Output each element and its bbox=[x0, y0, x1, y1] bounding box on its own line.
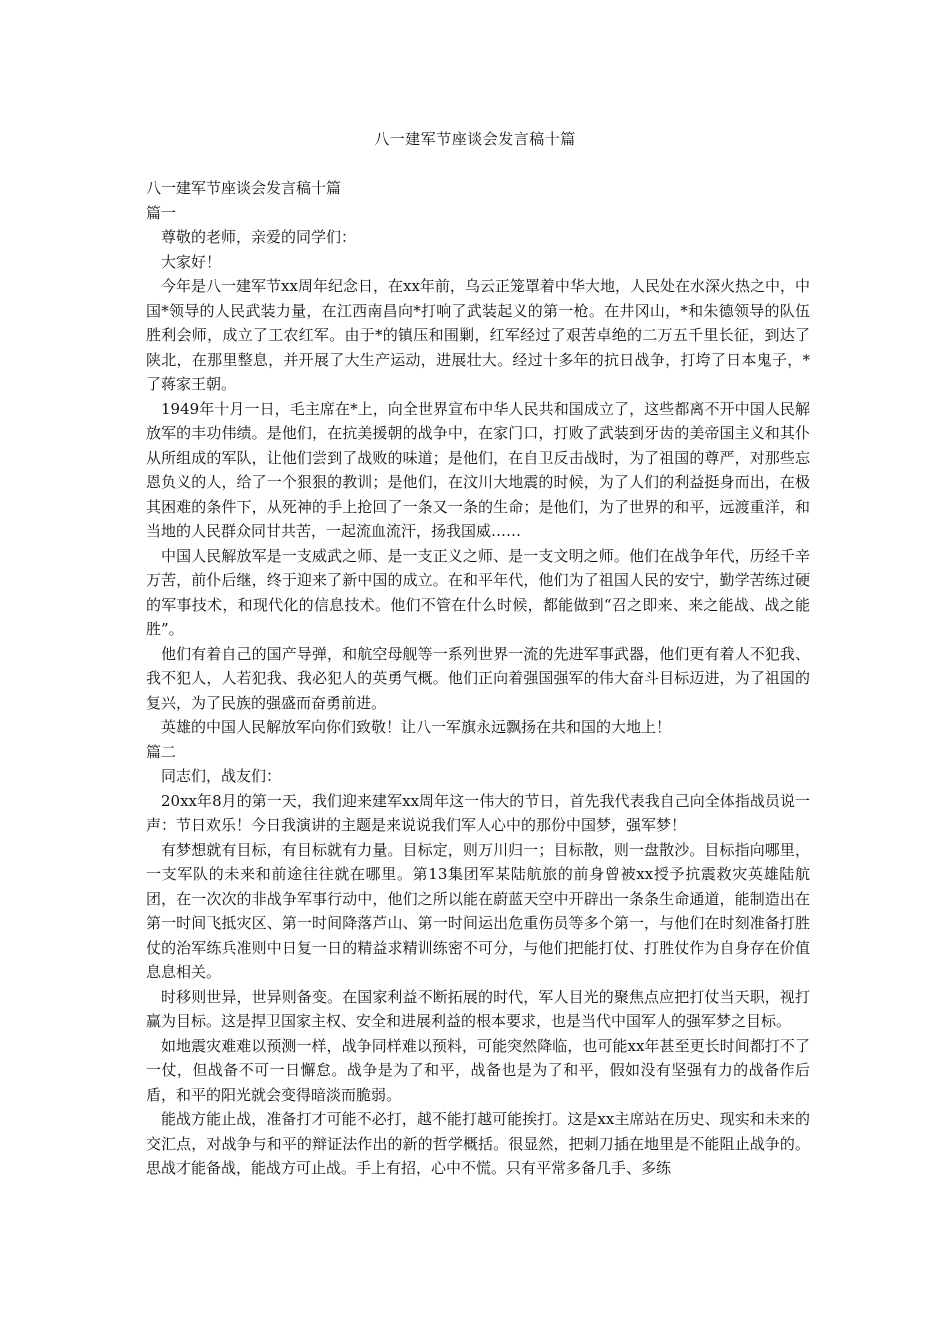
body-paragraph: 1949年十月一日，毛主席在*上，向全世界宣布中华人民共和国成立了，这些都离不开中国人民解放军的丰功伟绩。是他们，在抗美援朝的战争中，在家门口，打败了武装到牙齿的美帝国主义和其仆从所组成的军队，让他们尝到了战败的味道；是他们，在自卫反击战时，为了祖国的尊严，对那些忘恩负义的人，给了一个狠狠的教训；是他们，在汶川大地震的时候，为了人们的利益挺身而出，在极其困难的条件下，从死神的手上抢回了一条又一条的生命；是他们，为了世界的和平，远渡重洋，和当地的人民群众同甘共苦，一起流血流汗，扬我国威…… bbox=[146, 399, 810, 540]
body-paragraph: 时移则世异，世异则备变。在国家利益不断拓展的时代，军人目光的聚焦点应把打仗当天职，视打赢为目标。这是捍卫国家主权、安全和进展利益的根本要求，也是当代中国军人的强军梦之目标。 bbox=[146, 987, 810, 1030]
body-paragraph: 他们有着自己的国产导弹，和航空母舰等一系列世界一流的先进军事武器，他们更有着人不犯我、我不犯人，人若犯我、我必犯人的英勇气概。他们正向着强国强军的伟大奋斗目标迈进，为了祖国的复兴，为了民族的强盛而奋勇前进。 bbox=[146, 644, 810, 712]
document-subtitle: 八一建军节座谈会发言稿十篇 bbox=[146, 179, 342, 197]
body-paragraph: 今年是八一建军节xx周年纪念日，在xx年前，乌云正笼罩着中华大地，人民处在水深火热之中，中国*领导的人民武装力量，在江西南昌向*打响了武装起义的第一枪。在井冈山，*和朱德领导的队伍胜利会师，成立了工农红军。由于*的镇压和围剿，红军经过了艰苦卓绝的二万五千里长征，到达了陕北，在那里整息，并开展了大生产运动，进展壮大。经过十多年的抗日战争，打垮了日本鬼子，*了蒋家王朝。 bbox=[146, 277, 810, 393]
greeting: 大家好！ bbox=[161, 252, 222, 271]
body-paragraph: 有梦想就有目标，有目标就有力量。目标定，则万川归一；目标散，则一盘散沙。目标指向哪里，一支军队的未来和前途往往就在哪里。第13集团军某陆航旅的前身曾被xx授予抗震救灾英雄陆航团，在一次次的非战争军事行动中，他们之所以能在蔚蓝天空中开辟出一条条生命通道，能制造出在第一时间飞抵灾区、第一时间降落芦山、第一时间运出危重伤员等多个第一，与他们在时刻准备打胜仗的治军练兵准则中日复一日的精益求精训练密不可分，与他们把能打仗、打胜仗作为自身存在价值息息相关。 bbox=[146, 840, 810, 981]
document-body bbox=[146, 176, 810, 1181]
salutation: 同志们，战友们： bbox=[161, 767, 282, 785]
body-paragraph: 中国人民解放军是一支威武之师、是一支正义之师、是一支文明之师。他们在战争年代，历经千辛万苦，前仆后继，终于迎来了新中国的成立。在和平年代，他们为了祖国人民的安宁，勤学苦练过硬的军事技术，和现代化的信息技术。他们不管在什么时候，都能做到“召之即来、来之能战、战之能胜”。 bbox=[146, 546, 810, 638]
body-paragraph: 如地震灾难难以预测一样，战争同样难以预料，可能突然降临，也可能xx年甚至更长时间都打不了一仗，但战备不可一日懈怠。战争是为了和平，战备也是为了和平，假如没有坚强有力的战备作后盾，和平的阳光就会变得暗淡而脆弱。 bbox=[146, 1036, 810, 1104]
body-paragraph: 英雄的中国人民解放军向你们致敬！让八一军旗永远飘扬在共和国的大地上！ bbox=[161, 718, 672, 736]
section-heading: 篇二 bbox=[146, 742, 177, 761]
body-paragraph: 能战方能止战，准备打才可能不必打，越不能打越可能挨打。这是xx主席站在历史、现实和未来的交汇点，对战争与和平的辩证法作出的新的哲学概括。很显然，把刺刀插在地里是不能阻止战争的。思战才能备战，能战方可止战。手上有招，心中不慌。只有平常多备几手、多练 bbox=[146, 1110, 810, 1177]
salutation: 尊敬的老师，亲爱的同学们： bbox=[161, 228, 357, 246]
document-title: 八一建军节座谈会发言稿十篇 bbox=[374, 130, 576, 148]
section-heading: 篇一 bbox=[146, 203, 177, 222]
body-paragraph: 20xx年8月的第一天，我们迎来建军xx周年这一伟大的节日，首先我代表我自己向全体指战员说一声：节日欢乐！今日我演讲的主题是来说说我们军人心中的那份中国梦，强军梦！ bbox=[146, 791, 810, 834]
